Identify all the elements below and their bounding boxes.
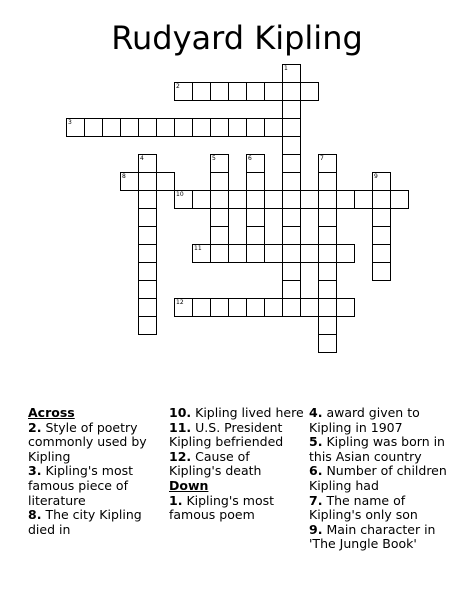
grid-cell[interactable] [156, 118, 175, 137]
clue-number: 12 [176, 299, 184, 306]
clue-across-8: 8. The city Kipling died in [28, 507, 142, 537]
grid-cell[interactable] [192, 118, 211, 137]
clue-number: 8 [122, 173, 126, 180]
grid-cell[interactable] [174, 118, 193, 137]
grid-cell[interactable] [318, 244, 337, 263]
clue-number: 2 [176, 83, 180, 90]
grid-cell[interactable] [138, 226, 157, 245]
grid-cell[interactable] [210, 208, 229, 227]
grid-cell[interactable] [210, 118, 229, 137]
grid-cell[interactable] [210, 190, 229, 209]
grid-cell[interactable] [210, 244, 229, 263]
clue-down-5: 5. Kipling was born in this Asian country [309, 434, 445, 464]
puzzle-title: Rudyard Kipling [111, 19, 363, 57]
grid-cell[interactable] [192, 244, 211, 263]
grid-cell[interactable] [282, 298, 301, 317]
grid-cell[interactable] [336, 298, 355, 317]
grid-cell[interactable] [282, 208, 301, 227]
clue-number: 9 [374, 173, 378, 180]
grid-cell[interactable] [192, 82, 211, 101]
clue-number: 7 [320, 155, 324, 162]
grid-cell[interactable] [282, 190, 301, 209]
grid-cell[interactable] [318, 190, 337, 209]
grid-cell[interactable] [210, 226, 229, 245]
grid-cell[interactable] [174, 298, 193, 317]
clue-number: 5 [212, 155, 216, 162]
grid-cell[interactable] [210, 172, 229, 191]
clue-down-6: 6. Number of children Kipling had [309, 463, 447, 493]
grid-cell[interactable] [120, 172, 139, 191]
grid-cell[interactable] [318, 172, 337, 191]
grid-cell[interactable] [318, 298, 337, 317]
grid-cell[interactable] [84, 118, 103, 137]
grid-cell[interactable] [210, 82, 229, 101]
clue-number: 10 [176, 191, 184, 198]
clues-column-3 [309, 406, 449, 552]
clue-across-2: 2. Style of poetry commonly used by Kipling [28, 419, 147, 464]
grid-cell[interactable] [318, 208, 337, 227]
grid-cell[interactable] [282, 64, 301, 83]
grid-cell[interactable] [246, 244, 265, 263]
grid-cell[interactable] [318, 334, 337, 353]
grid-cell[interactable] [282, 244, 301, 263]
grid-cell[interactable] [282, 226, 301, 245]
grid-cell[interactable] [246, 226, 265, 245]
grid-cell[interactable] [66, 118, 85, 137]
grid-cell[interactable] [228, 82, 247, 101]
clues-column-2 [169, 406, 305, 523]
grid-cell[interactable] [300, 244, 319, 263]
grid-cell[interactable] [192, 190, 211, 209]
grid-cell[interactable] [390, 190, 409, 209]
grid-cell[interactable] [156, 172, 175, 191]
grid-cell[interactable] [210, 298, 229, 317]
grid-cell[interactable] [138, 118, 157, 137]
clue-number: 1 [284, 65, 288, 72]
clues-column-1 [28, 406, 163, 537]
grid-cell[interactable] [372, 226, 391, 245]
grid-cell[interactable] [138, 262, 157, 281]
grid-cell[interactable] [138, 190, 157, 209]
grid-cell[interactable] [354, 190, 373, 209]
grid-cell[interactable] [372, 262, 391, 281]
grid-cell[interactable] [138, 280, 157, 299]
clue-down-9: 9. Main character in 'The Jungle Book' [309, 521, 436, 552]
clue-across-11: 11. U.S. President Kipling befriended [169, 419, 284, 450]
grid-cell[interactable] [372, 208, 391, 227]
grid-cell[interactable] [246, 82, 265, 101]
grid-cell[interactable] [102, 118, 121, 137]
grid-cell[interactable] [246, 154, 265, 173]
grid-cell[interactable] [300, 82, 319, 101]
grid-cell[interactable] [300, 298, 319, 317]
clue-across-12: 12. Cause of Kipling's death [169, 448, 262, 479]
grid-cell[interactable] [174, 190, 193, 209]
grid-cell[interactable] [246, 190, 265, 209]
grid-cell[interactable] [138, 208, 157, 227]
grid-cell[interactable] [282, 172, 301, 191]
clue-across-3: 3. Kipling's most famous piece of literature [28, 463, 134, 508]
grid-cell[interactable] [228, 298, 247, 317]
grid-cell[interactable] [246, 298, 265, 317]
clue-number: 6 [248, 155, 252, 162]
grid-cell[interactable] [318, 262, 337, 281]
grid-cell[interactable] [282, 118, 301, 137]
grid-cell[interactable] [264, 82, 283, 101]
grid-cell[interactable] [174, 82, 193, 101]
grid-cell[interactable] [336, 190, 355, 209]
grid-cell[interactable] [138, 172, 157, 191]
grid-cell[interactable] [138, 154, 157, 173]
grid-cell[interactable] [372, 172, 391, 191]
grid-cell[interactable] [246, 118, 265, 137]
clue-down-7: 7. The name of Kipling's only son [309, 492, 418, 523]
grid-cell[interactable] [138, 298, 157, 317]
grid-cell[interactable] [264, 118, 283, 137]
grid-cell[interactable] [282, 262, 301, 281]
grid-cell[interactable] [228, 244, 247, 263]
grid-cell[interactable] [282, 82, 301, 101]
grid-cell[interactable] [282, 136, 301, 155]
clue-across-10: 10. Kipling lived here [169, 405, 304, 420]
grid-cell[interactable] [300, 190, 319, 209]
grid-cell[interactable] [246, 208, 265, 227]
clue-number: 4 [140, 155, 144, 162]
clue-down-1: 1. Kipling's most famous poem [169, 492, 275, 523]
clue-number: 3 [68, 119, 72, 126]
grid-cell[interactable] [372, 244, 391, 263]
grid-cell[interactable] [210, 154, 229, 173]
grid-cell[interactable] [246, 172, 265, 191]
grid-cell[interactable] [264, 298, 283, 317]
grid-cell[interactable] [336, 244, 355, 263]
clue-down-4: 4. award given to Kipling in 1907 [309, 405, 420, 435]
grid-cell[interactable] [318, 316, 337, 335]
across-heading: Across [28, 405, 75, 420]
grid-cell[interactable] [138, 316, 157, 335]
grid-cell[interactable] [282, 100, 301, 119]
grid-cell[interactable] [120, 118, 139, 137]
clue-number: 11 [194, 245, 202, 252]
grid-cell[interactable] [228, 190, 247, 209]
grid-cell[interactable] [264, 244, 283, 263]
grid-cell[interactable] [318, 280, 337, 299]
grid-cell[interactable] [318, 226, 337, 245]
grid-cell[interactable] [192, 298, 211, 317]
grid-cell[interactable] [228, 118, 247, 137]
grid-cell[interactable] [138, 244, 157, 263]
down-heading: Down [169, 477, 209, 493]
grid-cell[interactable] [282, 154, 301, 173]
grid-cell[interactable] [372, 190, 391, 209]
grid-cell[interactable] [264, 190, 283, 209]
grid-cell[interactable] [318, 154, 337, 173]
grid-cell[interactable] [282, 280, 301, 299]
